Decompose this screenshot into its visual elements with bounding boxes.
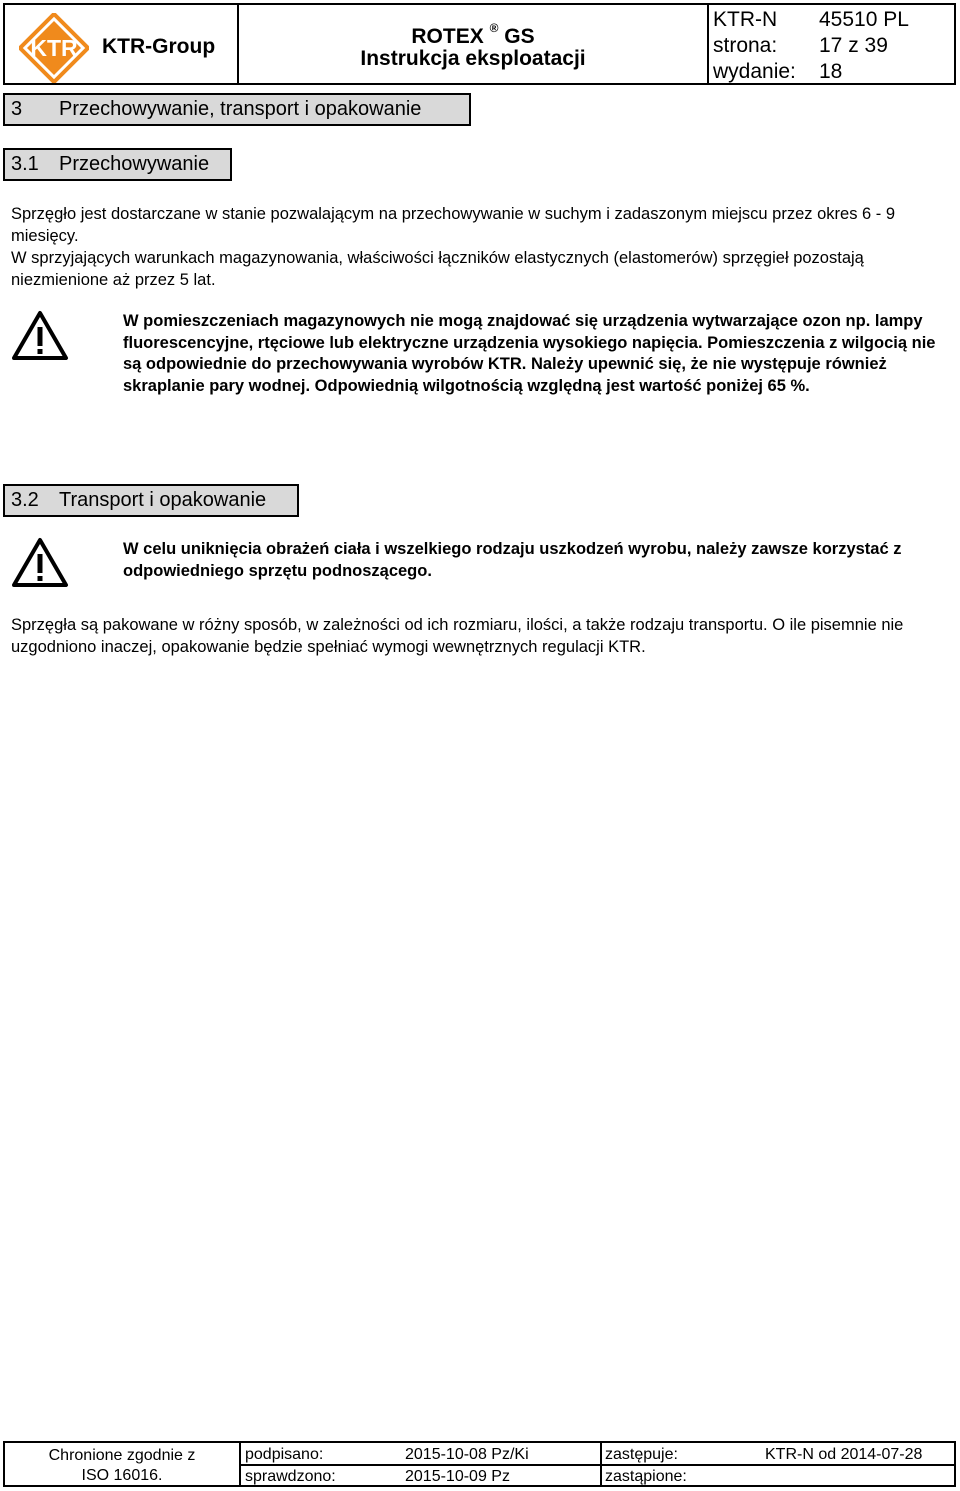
replaced-by-label: zastąpione: xyxy=(605,1468,687,1485)
product-base: ROTEX xyxy=(411,25,484,48)
product-suffix: GS xyxy=(504,25,535,48)
document-footer xyxy=(3,1441,956,1487)
replaces-value: KTR-N od 2014-07-28 xyxy=(765,1446,923,1463)
section-3-1-heading xyxy=(3,148,232,181)
page-label: strona: xyxy=(713,34,778,57)
paragraph-storage-period: Sprzęgło jest dostarczane w stanie pozwalającym na przechowywanie w suchym i zadaszonym miejscu przez okres 6 - 9 miesięcy. xyxy=(11,205,896,245)
section-3-2-heading xyxy=(3,484,299,517)
section-title: Przechowywanie, transport i opakowanie xyxy=(59,98,422,120)
registered-mark: ® xyxy=(489,21,499,35)
doc-label: KTR-N xyxy=(713,8,778,31)
footer-column-divider xyxy=(600,1443,602,1485)
warning-storage-conditions: W pomieszczeniach magazynowych nie mogą znajdować się urządzenia wytwarzające ozon np. lampy fluorescencyjne, rtęciowe lub elektryczne urządzenia wysokiego napięcia. Pomieszczenia z wilgocią nie są odpowiednie do przechowywania wyrobów KTR. Należy upewnić się, że nie występuje również skraplanie pary wodnej. Odpowiednią wilgotnością względną jest wartość poniżej 65 %. xyxy=(123,312,936,395)
section-title: Transport i opakowanie xyxy=(59,489,267,511)
page-row xyxy=(713,33,888,59)
header-logo-cell xyxy=(5,5,239,83)
edition-value: 18 xyxy=(819,60,843,83)
page-value: 17 z 39 xyxy=(819,34,888,57)
paragraph-elastomer-properties: W sprzyjających warunkach magazynowania, właściwości łączników elastycznych (elastomerów) sprzęgieł pozostają niezmienione aż przez 5 lat. xyxy=(11,249,864,289)
iso-line-2: ISO 16016. xyxy=(81,1467,163,1484)
warning-icon xyxy=(11,537,69,589)
header-title-cell xyxy=(239,5,709,83)
ktr-logo-icon xyxy=(19,13,89,83)
replaces-label: zastępuje: xyxy=(605,1446,678,1463)
signed-value: 2015-10-08 Pz/Ki xyxy=(405,1446,529,1463)
warning-icon xyxy=(11,310,69,362)
doc-number: 45510 PL xyxy=(819,8,909,31)
paragraph-packaging: Sprzęgła są pakowane w różny sposób, w zależności od ich rozmiaru, ilości, a także rodzaju transportu. O ile pisemnie nie uzgodniono inaczej, opakowanie będzie spełniać wymogi wewnętrznych regulacji KTR. xyxy=(11,616,904,656)
warning-lifting-equipment: W celu uniknięcia obrażeń ciała i wszelkiego rodzaju uszkodzeń wyrobu, należy zawsze korzystać z odpowiedniego sprzętu podnoszącego. xyxy=(123,540,902,580)
signed-label: podpisano: xyxy=(245,1446,324,1463)
section-3-heading xyxy=(3,93,471,126)
doc-number-row xyxy=(713,7,909,33)
logo-text: KTR xyxy=(30,35,78,61)
checked-label: sprawdzono: xyxy=(245,1468,336,1485)
edition-row xyxy=(713,59,842,85)
company-name: KTR-Group xyxy=(102,35,216,58)
iso-notice xyxy=(5,1443,241,1485)
header-info-cell xyxy=(709,5,956,83)
section-number: 3.2 xyxy=(11,489,39,511)
edition-label: wydanie: xyxy=(713,60,796,83)
iso-line-1: Chronione zgodnie z xyxy=(48,1447,196,1464)
section-number: 3 xyxy=(11,98,23,120)
section-title: Przechowywanie xyxy=(59,153,210,175)
document-header xyxy=(3,3,956,85)
checked-value: 2015-10-09 Pz xyxy=(405,1468,510,1485)
product-name xyxy=(239,19,707,49)
section-number: 3.1 xyxy=(11,153,39,175)
document-subtitle: Instrukcja eksploatacji xyxy=(360,47,586,70)
